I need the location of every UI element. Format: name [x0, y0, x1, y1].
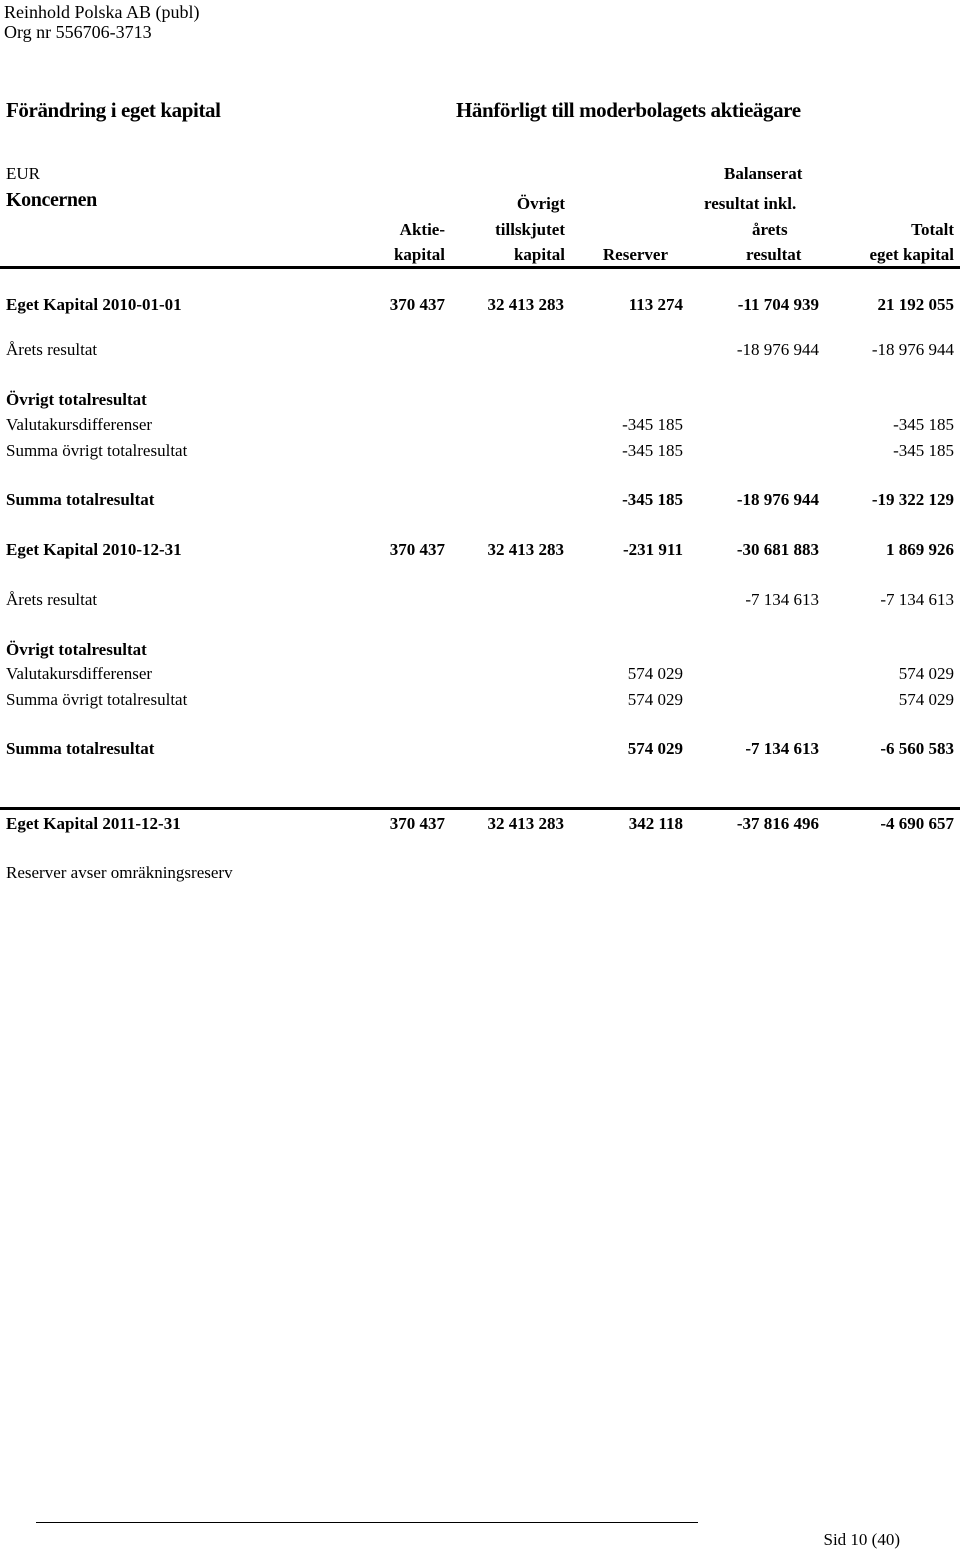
ovrigt-tillskjutet-kapital-cell: 32 413 283 — [487, 295, 564, 314]
entity-label: Koncernen — [6, 189, 97, 211]
totalt-eget-kapital-cell: -345 185 — [893, 441, 954, 460]
column-header-line: eget kapital — [869, 245, 954, 264]
row-label: Årets resultat — [6, 590, 98, 609]
column-header-line: tillskjutet — [495, 220, 565, 239]
balanserat-resultat-cell: -7 134 613 — [745, 590, 819, 609]
reserver-cell: -345 185 — [622, 490, 683, 509]
column-header-line: resultat — [746, 245, 802, 264]
row-label: Årets resultat — [6, 340, 98, 359]
totalt-eget-kapital-cell: -4 690 657 — [880, 814, 954, 833]
totalt-eget-kapital-cell: -19 322 129 — [871, 490, 954, 509]
totalt-eget-kapital-cell: 574 029 — [898, 664, 954, 683]
reserver-cell: 342 118 — [628, 814, 683, 833]
table-row — [0, 738, 960, 760]
column-header-line: Balanserat — [724, 164, 803, 183]
totalt-eget-kapital-cell: 1 869 926 — [886, 540, 954, 559]
totalt-eget-kapital-cell: -7 134 613 — [880, 590, 954, 609]
row-label: Summa totalresultat — [6, 490, 155, 509]
attribution-title: Hänförligt till moderbolagets aktieägare — [456, 98, 801, 122]
column-header-line: Reserver — [602, 245, 668, 264]
reserver-cell: 574 029 — [627, 690, 683, 709]
row-label: Valutakursdifferenser — [6, 664, 153, 683]
org-number: Org nr 556706-3713 — [4, 22, 152, 42]
aktiekapital-cell: 370 437 — [389, 814, 445, 833]
totalt-eget-kapital-cell: -345 185 — [893, 415, 954, 434]
reserver-cell: 574 029 — [627, 664, 683, 683]
row-label: Summa övrigt totalresultat — [6, 441, 188, 460]
table-row — [0, 389, 960, 411]
closing-balance-divider — [0, 807, 960, 810]
table-row — [0, 663, 960, 685]
totalt-eget-kapital-cell: -18 976 944 — [871, 340, 954, 359]
reserver-cell: -231 911 — [623, 540, 683, 559]
reserver-cell: 113 274 — [628, 295, 683, 314]
table-row — [0, 414, 960, 436]
balanserat-resultat-cell: -37 816 496 — [736, 814, 819, 833]
table-row — [0, 639, 960, 661]
row-label: Eget Kapital 2010-12-31 — [6, 540, 182, 559]
statement-title: Förändring i eget kapital — [6, 98, 221, 122]
column-header-line: kapital — [393, 245, 445, 264]
column-header-line: årets — [752, 220, 788, 239]
column-header-line: Totalt — [911, 220, 954, 239]
totalt-eget-kapital-cell: 574 029 — [898, 690, 954, 709]
totalt-eget-kapital-cell: 21 192 055 — [877, 295, 954, 314]
column-header-line: kapital — [513, 245, 565, 264]
row-label: Övrigt totalresultat — [6, 640, 147, 659]
page-number: Sid 10 (40) — [823, 1530, 900, 1549]
row-label: Valutakursdifferenser — [6, 415, 153, 434]
aktiekapital-cell: 370 437 — [389, 540, 445, 559]
row-label: Eget Kapital 2011-12-31 — [6, 814, 181, 833]
table-row — [0, 294, 960, 316]
table-row — [0, 689, 960, 711]
row-label: Eget Kapital 2010-01-01 — [6, 295, 182, 314]
balanserat-resultat-cell: -11 704 939 — [737, 295, 819, 314]
reserver-cell: 574 029 — [627, 739, 683, 758]
column-header-line: Övrigt — [516, 194, 565, 213]
row-label: Övrigt totalresultat — [6, 390, 147, 409]
reserver-cell: -345 185 — [622, 441, 683, 460]
table-row — [0, 539, 960, 561]
column-header-line: resultat inkl. — [704, 194, 797, 213]
reserve-note: Reserver avser omräkningsreserv — [6, 863, 233, 882]
footer-rule — [36, 1522, 698, 1523]
company-name: Reinhold Polska AB (publ) — [4, 2, 200, 22]
totalt-eget-kapital-cell: -6 560 583 — [880, 739, 954, 758]
balanserat-resultat-cell: -18 976 944 — [736, 340, 819, 359]
balanserat-resultat-cell: -30 681 883 — [736, 540, 819, 559]
currency-label: EUR — [6, 164, 40, 183]
table-row — [0, 339, 960, 361]
header-divider — [0, 266, 960, 269]
ovrigt-tillskjutet-kapital-cell: 32 413 283 — [487, 814, 564, 833]
row-label: Summa totalresultat — [6, 739, 155, 758]
table-row — [0, 589, 960, 611]
balanserat-resultat-cell: -18 976 944 — [736, 490, 819, 509]
balanserat-resultat-cell: -7 134 613 — [745, 739, 819, 758]
ovrigt-tillskjutet-kapital-cell: 32 413 283 — [487, 540, 564, 559]
column-header-line: Aktie- — [399, 220, 445, 239]
table-row — [0, 489, 960, 511]
table-row — [0, 440, 960, 462]
reserver-cell: -345 185 — [622, 415, 683, 434]
table-row — [0, 813, 960, 835]
row-label: Summa övrigt totalresultat — [6, 690, 188, 709]
aktiekapital-cell: 370 437 — [389, 295, 445, 314]
